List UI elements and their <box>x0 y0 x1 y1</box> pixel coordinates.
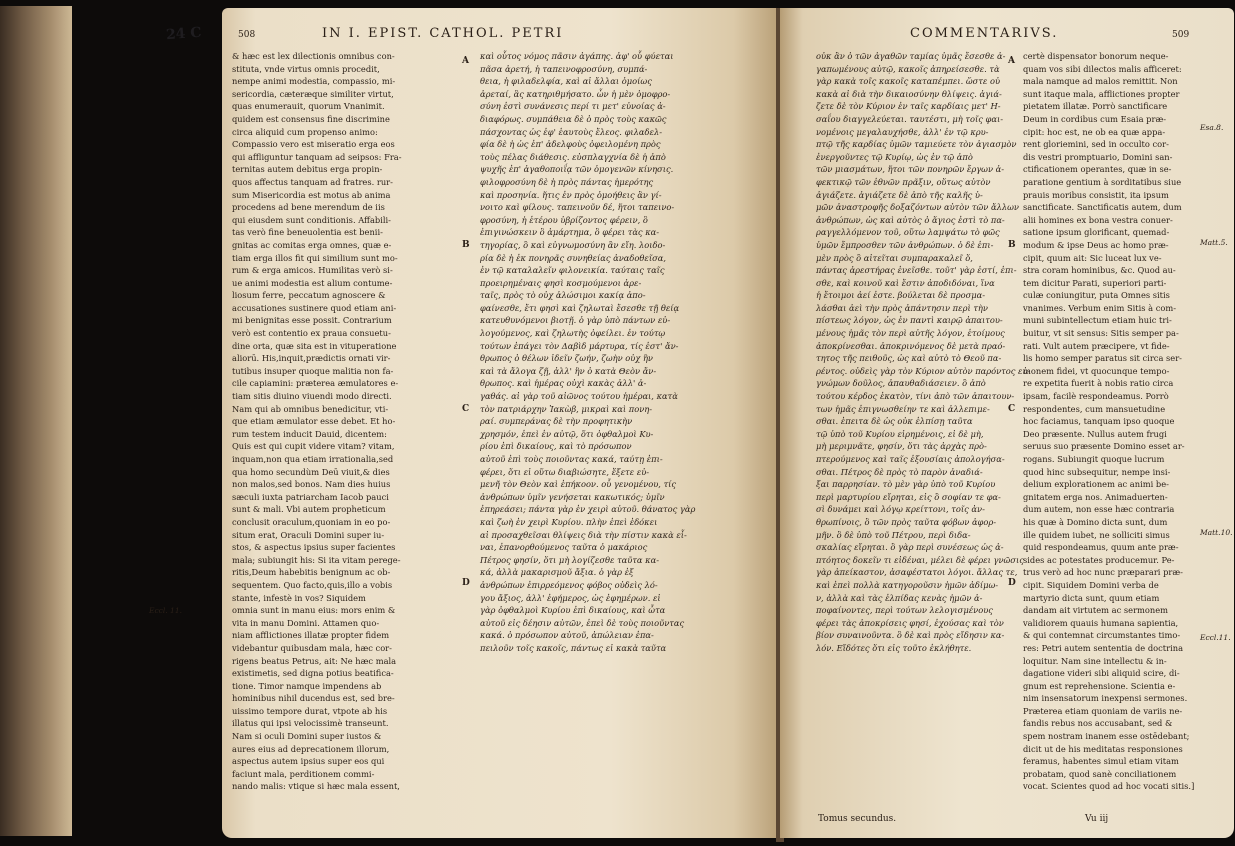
text-line: mi benignitas esse possit. Contrarium <box>232 315 392 326</box>
text-line: quidem est consensus fine discrimine <box>232 113 390 124</box>
text-line: vocat. Scientes quod ad hoc vocati sitis.] <box>1023 781 1195 792</box>
text-line: stituta, vnde virtus omnis procedit, <box>232 63 380 74</box>
right-greek-column <box>816 50 1031 655</box>
text-line: σὶ δυνάμει καὶ λόγῳ κρείττονι, τοῖς ἀν- <box>816 504 985 515</box>
text-line: gnitas ac comitas erga omnes, quæ e- <box>232 239 392 250</box>
text-line: dine orta, quæ sita est in vituperatione <box>232 340 397 351</box>
text-line: Nam si oculi Domini super iustos & <box>232 731 382 742</box>
text-line: his quæ à Domino dicta sunt, dum <box>1023 516 1168 527</box>
text-line: qui eiusdem sunt conditionis. Affabili- <box>232 214 391 225</box>
text-line: νομένοις μεγαλαυχήσθε, ἀλλ' ἐν τῷ κρυ- <box>816 126 989 137</box>
text-line: niam afflictiones illatæ propter fidem <box>232 630 390 641</box>
text-line: θεια, ἡ φιλαδελφία, καὶ αἱ ἄλλαι ὁμοίως <box>480 76 652 87</box>
text-line: mala; subiungit his: Si ita vitam perege- <box>232 554 401 565</box>
text-line: Deo præsente. Nullus autem frugi <box>1023 428 1167 439</box>
text-line: non malos,sed bonos. Nam dies huius <box>232 479 391 490</box>
text-line: σθαι. ἐπειτα δὲ ὡς οὐκ ἐλπίσῃ ταῦτα <box>816 416 973 427</box>
text-line: sunt & mali. Vbi autem propheticum <box>232 504 386 515</box>
text-line: σύνη ἐστὶ συνάνεσις περί τι μετ' εὐνοίας ἀ- <box>480 101 666 112</box>
right-margin-note-matt10: Matt.10. <box>1200 528 1233 537</box>
text-line: Nam qui ab omnibus benedicitur, vti- <box>232 403 389 414</box>
text-line: monem fidei, vt quocunque tempo- <box>1023 365 1170 376</box>
text-line: stos, & aspectus ipsius super facientes <box>232 542 396 553</box>
text-line: πτῷ τῆς καρδίας ὑμῶν ταμιεύετε τὸν ἁγιασμὸν <box>816 139 1017 150</box>
text-line: ρέντος. οὐδεὶς γὰρ τὸν Κύριον αὐτὸν παρόντος εὐ- <box>816 365 1031 376</box>
text-line: μένους ἡμᾶς τὸν περὶ αὐτῆς λόγον, ἑτοίμους <box>816 328 1005 339</box>
text-line: πάσχοντας ὡς ἐφ' ἑαυτοὺς ἔλεος. φιλαδελ- <box>480 126 663 137</box>
text-line: ρία δὲ ἡ ἐκ πονηρᾶς συνηθείας ἀναδοθεῖσα, <box>480 252 666 263</box>
text-line: sunt itaque mala, afflictiones propter <box>1023 88 1180 99</box>
text-line: martyrio dicta sunt, quum etiam <box>1023 592 1160 603</box>
text-line: aliorū. His,inquit,prædictis ornati vir- <box>232 353 391 364</box>
text-line: quid respondeamus, quum ante præ- <box>1023 542 1179 553</box>
text-line: tas verò fine beneuolentia est benii- <box>232 227 383 238</box>
text-line: των ἡμᾶς ἐπιγνωσθείην τε καὶ ἀλλεπιμε- <box>816 403 990 414</box>
text-line: verò est contentio ex praua consuetu- <box>232 328 391 339</box>
text-line: gnitatem erga nos. Animaduerten- <box>1023 491 1168 502</box>
text-line: ξαι παρρησίαν. τὸ μὲν γὰρ ὑπὸ τοῦ Κυρίου <box>816 479 996 490</box>
text-line: ἐν τῷ καταλαλεῖν φιλονεικία. ταύταις ταῖς <box>480 265 665 276</box>
text-line: pietatem illatæ. Porrò sanctificare <box>1023 101 1168 112</box>
text-line: culæ coniungitur, puta Omnes sitis <box>1023 290 1170 301</box>
text-line: quod hinc subsequitur, nempe insi- <box>1023 466 1171 477</box>
text-line: res: Petri autem sententia de doctrina <box>1023 642 1184 653</box>
text-line: διαφόρως. συμπάθεια δὲ ὁ πρὸς τοὺς κακῶς <box>480 113 667 124</box>
text-line: qui affliguntur tanquam ad seipsos: Fra- <box>232 151 402 162</box>
ms-stamp: 24 C <box>165 24 203 44</box>
text-line: vita in manu Domini. Attamen quo- <box>232 617 380 628</box>
text-line: αὐτοῦ ἐπὶ τοὺς ποιοῦντας κακά, ταύτῃ ἐπι- <box>480 454 663 464</box>
text-line: prauis moribus consistit, ita ipsum <box>1023 189 1169 200</box>
text-line: μῆν. ὃ δὲ ὑπὸ τοῦ Πέτρου, περὶ διδα- <box>816 529 971 540</box>
catchword: Vu iij <box>1085 814 1109 824</box>
text-line: Πέτρος φησίν, ὅτι μὴ λογίζεσθε ταῦτα κα- <box>480 554 660 565</box>
text-line: illatus qui ipsi velocissimè transeunt. <box>232 718 389 729</box>
text-line: τούτων ἐπάγει τὸν Δαβὶδ μάρτυρα, τίς ἐστ' ἄν- <box>480 340 679 351</box>
text-line: dagatione videri sibi aliquid scire, di- <box>1023 668 1180 679</box>
text-line: ραί. συμπεράνας δὲ τὴν προφητικὴν <box>480 416 633 427</box>
text-line: φιλοφροσύνη δὲ ἡ πρὸς πάντας ἡμερότης <box>480 176 654 187</box>
text-line: ραγγελλόμενον τοῦ, οὕτω λαμψάτω τὸ φῶς <box>816 227 1000 238</box>
left-greek-column <box>480 50 696 655</box>
text-line: ν, ἀλλὰ καὶ τὰς ἐλπίδας κενὰς ἡμῶν ἀ- <box>816 592 983 603</box>
text-line: modum & ipse Deus ac homo præ- <box>1023 239 1169 250</box>
text-line: κά, ἀλλὰ μακαρισμοῦ ἄξια. ὁ γὰρ ἐξ <box>480 567 634 578</box>
right-running-header: COMMENTARIVS. <box>910 26 1059 41</box>
text-line: dandam ait virtutem ac sermonem <box>1023 605 1169 616</box>
text-line: mala namque ad malos remittit. Non <box>1023 76 1178 87</box>
text-line: φία δὲ ἡ ὡς ἐπ' ἀδελφοὺς ὀφειλομένη πρὸς <box>480 139 661 150</box>
text-line: ἡ ἔτοιμοι ἀεί ἐστε. βούλεται δὲ προσμα- <box>816 290 986 301</box>
text-line: sericordia, cæteræque similiter virtut, <box>232 88 394 99</box>
text-line: inquam,non qua etiam irrationalia,sed <box>232 454 394 464</box>
text-line: faciunt mala, perditionem commi- <box>232 768 375 779</box>
text-line: ternitas autem debitus erga propin- <box>232 164 383 175</box>
text-line: πίστεως λόγον, ὡς ἐν παντὶ καιρῷ ἀπαιτου- <box>816 315 1003 326</box>
text-line: ψυχῆς ἐπ' ἀγαθοποιΐᾳ τῶν ὁμογενῶν κίνησις. <box>480 164 674 175</box>
text-line: πτόητος δοκεῖν τι εἰδέναι, μέλει δὲ φέρει γνῶσις <box>816 554 1024 565</box>
text-line: rum & erga amicos. Humilitas verò si- <box>232 265 393 276</box>
text-line: αὐτοῦ εἰς δέησιν αὐτῶν, ἐπεὶ δὲ τοὺς ποιοῦντας <box>480 617 685 628</box>
text-line: stante, infestè in vos? Siquidem <box>232 592 366 603</box>
right-latin-column <box>1023 50 1203 793</box>
text-line: sæculi iuxta patriarcham Iacob pauci <box>232 491 389 502</box>
right-page <box>780 8 1234 838</box>
text-line: delium explorationem ac animi be- <box>1023 479 1169 490</box>
text-line: μὲν πρὸς ὃ αἰτεῖται συμπαρακαλεῖ ὅ, <box>816 252 973 263</box>
open-book <box>149 8 1233 840</box>
text-line: dis vestri promptuario, Domini san- <box>1023 151 1173 162</box>
text-line: aspectus autem ipsius super eos qui <box>232 756 385 767</box>
right-page-number: 509 <box>1172 30 1190 40</box>
text-line: qua homo secundùm Deū viuit,& dies <box>232 466 390 477</box>
text-line: ille quidem iubet, ne solliciti simus <box>1023 529 1170 540</box>
text-line: γνώμων δοῦλος, ἀπαυθαδιάσειεν. ὃ ἀπὸ <box>816 378 986 389</box>
text-line: tiam erga illos fit qui similium sunt mo- <box>232 252 398 263</box>
section-letter-b: B <box>462 240 470 250</box>
text-line: πτερούμενος καὶ ταῖς ἐξουσίαις ἀπολογήσα- <box>816 454 1005 464</box>
text-line: ἀνθρώπων ὑμῖν γενήσεται κακωτικός; ὑμῖν <box>480 491 665 502</box>
text-line: respondentes, cum mansuetudine <box>1023 403 1166 414</box>
text-line: & hæc est lex dilectionis omnibus con- <box>232 51 395 61</box>
text-line: ὑμῶν ἔμπροσθεν τῶν ἀνθρώπων. ὁ δὲ ἐπι- <box>816 239 994 250</box>
text-line: rati. Vult autem præcipere, vt fide- <box>1023 340 1170 351</box>
text-line: καὶ ζωὴ ἐν χειρὶ Κυρίου. πλὴν ἐπεὶ ἐδόκει <box>480 516 658 527</box>
text-line: stra coram hominibus, &c. Quod au- <box>1023 265 1176 276</box>
text-line: dicit ut de his meditatas responsiones <box>1023 743 1183 754</box>
left-margin-note: Eccl. 11. <box>149 606 182 615</box>
text-line: cipit. Siquidem Domini verba de <box>1023 579 1159 590</box>
text-line: procedens ad bene merendum de iis <box>232 202 385 213</box>
text-line: ἐπιγινώσκειν ὃ ἁμάρτημα, ὃ φέρει τὰς κα- <box>480 227 660 238</box>
text-line: ποφαίνοντες, περὶ τούτων λελογισμένους <box>816 605 993 616</box>
text-line: hominibus nihil ducendus est, sed bre- <box>232 693 395 704</box>
text-line: γου ἄξιος, ἀλλ' ἐφήμερος, ὡς ἐφημέρων. εἰ <box>480 592 661 603</box>
text-line: Præterea etiam quoniam de variis ne- <box>1023 705 1183 716</box>
text-line: νοιτο καὶ φίλους. ταπεινοῦν δέ, ἥτοι ταπεινο- <box>480 202 675 213</box>
text-line: videbantur quibusdam mala, hæc cor- <box>232 642 392 653</box>
text-line: κατευθυνόμενοι βιοτῇ. ὁ γὰρ ὑπὸ πάντων εὐ- <box>480 315 671 326</box>
text-line: rent gloriemini, sed in occulto cor- <box>1023 139 1169 150</box>
text-line: λόν. Εἴδότες ὅτι εἰς τοῦτο ἐκλήθητε. <box>816 642 972 653</box>
text-line: tem dicitur Parati, superiori parti- <box>1023 277 1167 288</box>
text-line: θρωπος ὁ θέλων ἰδεῖν ζωήν, ζωὴν οὐχ ἣν <box>480 353 653 364</box>
text-line: que etiam æmulator esse debet. Et ho- <box>232 416 396 427</box>
text-line: ipsam, facilè respondeamus. Porrò <box>1023 391 1169 402</box>
text-line: fandis rebus nos accusabant, sed & <box>1023 718 1173 729</box>
text-line: πάντας ἀρεστήρας ἐνεῖσθε. τοῦτ' γὰρ ἐστί, ἐπι- <box>816 265 1017 276</box>
text-line: γαπωμένους αὐτῷ, κακοῖς ἀπηρείσεσθε. τὰ <box>816 63 1000 74</box>
text-line: σκαλίας εἴρηται. ὃ γὰρ περὶ συνέσεως ὡς ἀ- <box>816 542 1004 553</box>
text-line: sanctificate. Sanctificatis autem, dum <box>1023 202 1182 213</box>
text-line: οὐκ ἂν ὁ τῶν ἀγαθῶν ταμίας ὑμᾶς ἔσεσθε ἀ- <box>816 51 1006 61</box>
text-line: μενῆ τὸν Θεὸν καὶ ἐπήκοον. οὗ γενομένου, τίς <box>480 479 677 490</box>
text-line: ἀνθρώπων, ὡς καὶ αὐτὸς ὁ ἅγιος ἐστὶ τὸ πα- <box>816 214 1005 225</box>
text-line: τοὺς πέλας διάθεσις. εὐσπλαγχνία δὲ ἡ ἀπὸ <box>480 151 666 162</box>
text-line: ἐπηρεάσει; πάντα γὰρ ἐν χειρὶ αὐτοῦ. θάνατος γὰρ <box>480 504 696 515</box>
text-line: hoc faciamus, tanquam ipso quoque <box>1023 416 1175 427</box>
text-line: φέρει τὰς ἀποκρίσεις φησί, ἐχούσας καὶ τὸν <box>816 617 1004 628</box>
text-line: καὶ τὰ ἄλογα ζῇ, ἀλλ' ἣν ὁ κατὰ Θεὸν ἄν- <box>480 365 657 376</box>
section-letter-d-right: D <box>1008 578 1016 588</box>
text-line: βίον συναινοῦντα. ὃ δὲ καὶ πρὸς εἴδησιν κα- <box>816 630 1005 641</box>
left-latin-column <box>232 50 460 793</box>
left-page-number: 508 <box>238 30 256 40</box>
text-line: λογούμενος, καὶ ζηλωτὴς ὀφείλει. ἐν τούτῳ <box>480 328 666 339</box>
text-line: θρωπίνοις, ὃ τῶν πρὸς ταῦτα φόβων ἀφορ- <box>816 516 997 527</box>
section-letter-a: A <box>462 56 469 66</box>
text-line: muni subintellectum etiam huic tri- <box>1023 315 1172 326</box>
text-line: aures eius ad deprecationem illorum, <box>232 743 390 754</box>
text-line: κακά. ὁ πρόσωπον αὐτοῦ, ἀπώλειαν ἐπα- <box>480 630 654 641</box>
text-line: nim insensatorum inexpensi sermones. <box>1023 693 1188 704</box>
text-line: καὶ ἐπεὶ πολλὰ κατηγοροῦσιν ἡμῶν ἀδίμω- <box>816 579 999 590</box>
text-line: seruus suo præsente Domino esset ar- <box>1023 441 1185 452</box>
text-line: ἐνεργοῦντες τῷ Κυρίῳ, ὡς ἐν τῷ ἀπὸ <box>816 151 973 162</box>
text-line: φεκτικῷ τῶν ἐθνῶν πρᾶξιν, οὕτως αὐτὸν <box>816 176 991 187</box>
text-line: ναι, ἐπανορθούμενος ταῦτα ὁ μακάριος <box>480 542 648 553</box>
text-line: situm erat, Oraculi Domini super iu- <box>232 529 385 540</box>
text-line: omnia sunt in manu eius: mors enim & <box>232 605 396 616</box>
text-line: φαίνεσθε, ἔτι φησὶ καὶ ζηλωταὶ ἔσεσθε τῇ θείᾳ <box>480 302 680 313</box>
text-line: rigens beatus Petrus, ait: Ne hæc mala <box>232 655 397 666</box>
text-line: uissimo tempore durat, vtpote ab his <box>232 705 388 716</box>
text-line: ταῖς, πρὸς τὸ οὐχ ἁλώσιμοι κακίᾳ ἀπο- <box>480 290 646 301</box>
text-line: ue animi modestia est alium contume- <box>232 277 393 288</box>
text-line: buitur, vt sit sensus: Sitis semper pa- <box>1023 328 1179 339</box>
text-line: nempe animi modestia, compassio, mi- <box>232 76 396 87</box>
text-line: dum autem, non esse hæc contraria <box>1023 504 1175 515</box>
text-line: sides ac potestates producemur. Pe- <box>1023 554 1175 565</box>
text-line: re expetita fuerit à nobis ratio circa <box>1023 378 1174 389</box>
text-line: spem nostram inanem esse ostēdebant; <box>1023 731 1190 742</box>
text-line: τῷ ὑπὸ τοῦ Κυρίου εἰρημένοις, εἰ δὲ μὴ, <box>816 428 984 439</box>
text-line: περὶ μαρτυρίου εἴρηται, εἰς ὃ σοφίαν τε φα- <box>816 491 1001 502</box>
text-line: πᾶσα ἀρετή, ἡ ταπεινοφροσύνη, συμπά- <box>480 63 648 74</box>
text-line: quas enumerauit, quorum Vnanimit. <box>232 101 385 112</box>
text-line: cile capiamini: præterea æmulatores e- <box>232 378 399 389</box>
book-edge-left <box>0 6 72 836</box>
text-line: ἀνθρώπων ἐπιρρεόμενος φόβος οὐδεὶς λό- <box>480 579 658 590</box>
text-line: πειλοῦν τοῖς κακοῖς, πάντως εἰ κακὰ ταῦτα <box>480 642 667 653</box>
section-letter-c: C <box>462 404 470 414</box>
text-line: liosum ferre, peccatum agnoscere & <box>232 290 386 301</box>
text-line: φέρει, ὅτι εἰ οὕτω διαβιώσητε, ἕξετε εὐ- <box>480 466 650 477</box>
right-margin-note-esa: Esa.8. <box>1200 123 1224 132</box>
text-line: alii homines ex bona vestra conuer- <box>1023 214 1173 225</box>
text-line: existimetis, sed digna potius beatifica- <box>232 668 394 679</box>
text-line: τὸν πατριάρχην Ἰακὼβ, μικραὶ καὶ πονη- <box>480 403 653 414</box>
text-line: θρωπος. καὶ ἡμέρας οὐχὶ κακὰς ἀλλ' ἀ- <box>480 378 647 389</box>
text-line: gnum est reprehensione. Scientia e- <box>1023 680 1176 691</box>
text-line: σθε, καὶ κοινοῦ καὶ ἔστιν ἀποδιδόναι, ἵνα <box>816 277 995 288</box>
text-line: αἱ προσαχθεῖσαι θλίψεις διὰ τὴν πίστιν κακὰ εἶ- <box>480 529 687 540</box>
text-line: tione. Timor namque impendens ab <box>232 680 382 691</box>
text-line: χρησμόν, ἐπεὶ ἐν αὐτῷ, ὅτι ὀφθαλμοὶ Κυ- <box>480 428 654 439</box>
text-line: καὶ προσηνία. ἥτις ἐν πρὸς ὁμοήθεις ἂν γί- <box>480 189 662 200</box>
text-line: Quis est qui cupit videre vitam? vitam, <box>232 441 395 452</box>
text-line: γὰρ ὀφθαλμοὶ Κυρίου ἐπὶ δικαίους, καὶ ὦτα <box>480 605 666 616</box>
text-line: cipit: hoc est, ne ob ea quæ appa- <box>1023 126 1166 137</box>
text-line: σθαι. Πέτρος δὲ πρὸς τὸ παρὸν ἀναδιά- <box>816 466 983 477</box>
text-line: μῶν ἀναστροφῆς δοξαζόντων αὐτὸν τῶν ἄλλων <box>816 202 1019 213</box>
text-line: σαΐου διαγγελεύεται. ταυτέστι, μὴ τοῖς φαι- <box>816 113 1003 124</box>
text-line: γὰρ κακὰ τοῖς κακοῖς καταπέμπει. ὥστε οὐ <box>816 76 1001 87</box>
text-line: circa aliquid cum propenso animo: <box>232 126 378 137</box>
text-line: τούτου κέρδος ἑκατὸν, τίνι ἀπὸ τῶν ἀπαιτουν- <box>816 391 1015 402</box>
section-letter-b-right: B <box>1008 240 1016 250</box>
text-line: nando malis: vtique si hæc mala essent, <box>232 781 400 792</box>
section-letter-d: D <box>462 578 470 588</box>
text-line: φροσύνη, ἡ ἑτέρου ὑβρίζοντος φέρειν, ὃ <box>480 214 648 225</box>
section-letter-a-right: A <box>1008 56 1015 66</box>
text-line: ζετε δὲ τὸν Κύριον ἐν ταῖς καρδίαις μετ' Η- <box>816 101 1001 112</box>
text-line: vnanimes. Verbum enim Sitis à com- <box>1023 302 1177 313</box>
text-line: ἀρεταί, ἃς κατηριθμήσατο. ὧν ἡ μὲν ὁμοφρο- <box>480 88 671 99</box>
text-line: ritis,Deum habebitis benignum ac ob- <box>232 567 391 578</box>
section-letter-c-right: C <box>1008 404 1016 414</box>
text-line: conclusit oraculum,quoniam in eo po- <box>232 516 391 527</box>
text-line: certè dispensator bonorum neque- <box>1023 51 1169 61</box>
text-line: paratione gentium à sorditatibus siue <box>1023 176 1182 187</box>
text-line: γαθάς. αἱ γὰρ τοῦ αἰῶνος τούτου ἡμέραι, κατὰ <box>480 391 678 402</box>
right-margin-note-eccl: Eccl.11. <box>1200 633 1231 642</box>
text-line: lis homo semper paratus sit circa ser- <box>1023 353 1182 364</box>
text-line: sum Misericordia est motus ab anima <box>232 189 391 200</box>
text-line: quos affectus tanquam ad fratres. rur- <box>232 176 393 187</box>
text-line: γὰρ ἀπείκαστον, ἀσαφέστατοι λόγοι. ἄλλας τε, <box>816 567 1018 578</box>
text-line: loquitur. Nam sine intellectu & in- <box>1023 655 1167 666</box>
text-line: cipit, quum ait: Sic luceat lux ve- <box>1023 252 1162 263</box>
text-line: accusationes sustinere quod etiam ani- <box>232 302 397 313</box>
text-line: probatam, quod sanè conciliationem <box>1023 768 1177 779</box>
text-line: ctificationem operantes, quæ in se- <box>1023 164 1172 175</box>
text-line: Deum in cordibus cum Esaia præ- <box>1023 113 1167 124</box>
text-line: ἀποκρίνεσθαι. ἀποκρινόμενος δὲ μετὰ πραό- <box>816 340 1006 351</box>
text-line: κακὰ αἱ διὰ τὴν δικαιοσύνην θλίψεις. ἀγιά- <box>816 88 1002 99</box>
text-line: Compassio vero est miseratio erga eos <box>232 139 395 150</box>
text-line: satione ipsum glorificant, quemad- <box>1023 227 1170 238</box>
text-line: τῶν μιασμάτων, ἥτοι τῶν πονηρῶν ἔργων ἀ- <box>816 164 1005 175</box>
text-line: ἁγιάζετε. ἁγιάζετε δὲ ἀπὸ τῆς καλῆς ὑ- <box>816 189 983 200</box>
text-line: & qui contemnat circumstantes timo- <box>1023 630 1181 641</box>
text-line: καὶ οὗτος νόμος πᾶσιν ἀγάπης. ἀφ' οὗ φύεται <box>480 51 674 61</box>
text-line: τηγορίας, ὃ καὶ εὐγνωμοσύνη ἂν εἴη. λοιδο- <box>480 239 666 250</box>
text-line: tutibus insuper quoque malitia non fa- <box>232 365 394 376</box>
text-line: rogans. Subiungit quoque lucrum <box>1023 454 1165 464</box>
text-line: μὴ μεριμνᾶτε, φησίν, ὅτι τὰς ἀρχὰς πρὸ- <box>816 441 987 452</box>
signature-mark: Tomus secundus. <box>818 814 897 824</box>
text-line: λάσθαι ἀεὶ τὴν πρὸς ἀπάντησιν περὶ τὴν <box>816 302 988 313</box>
text-line: trus verò ad hoc nunc præparari præ- <box>1023 567 1183 578</box>
right-margin-note-matt5: Matt.5. <box>1200 238 1228 247</box>
text-line: tiam sitis diuino viuendi modo directi. <box>232 391 392 402</box>
text-line: rum testem inducit Dauid, dicentem: <box>232 428 387 439</box>
text-line: feramus, habentes simul etiam vitam <box>1023 756 1179 767</box>
left-running-header: IN I. EPIST. CATHOL. PETRI <box>322 26 564 41</box>
text-line: προειρημέναις φησὶ κοσμούμενοι ἀρε- <box>480 277 642 288</box>
text-line: τητος τῆς πειθοῦς, ὡς καὶ αὐτὸ τὸ Θεοῦ πα- <box>816 353 1002 364</box>
text-line: validiorem quauis humana sapientia, <box>1023 617 1179 628</box>
text-line: sequentem. Quo facto,quis,illo a vobis <box>232 579 393 590</box>
text-line: quam vos sibi dilectos malis afficeret: <box>1023 63 1182 74</box>
text-line: ρίου ἐπὶ δικαίους, καὶ τὸ πρόσωπον <box>480 441 632 452</box>
